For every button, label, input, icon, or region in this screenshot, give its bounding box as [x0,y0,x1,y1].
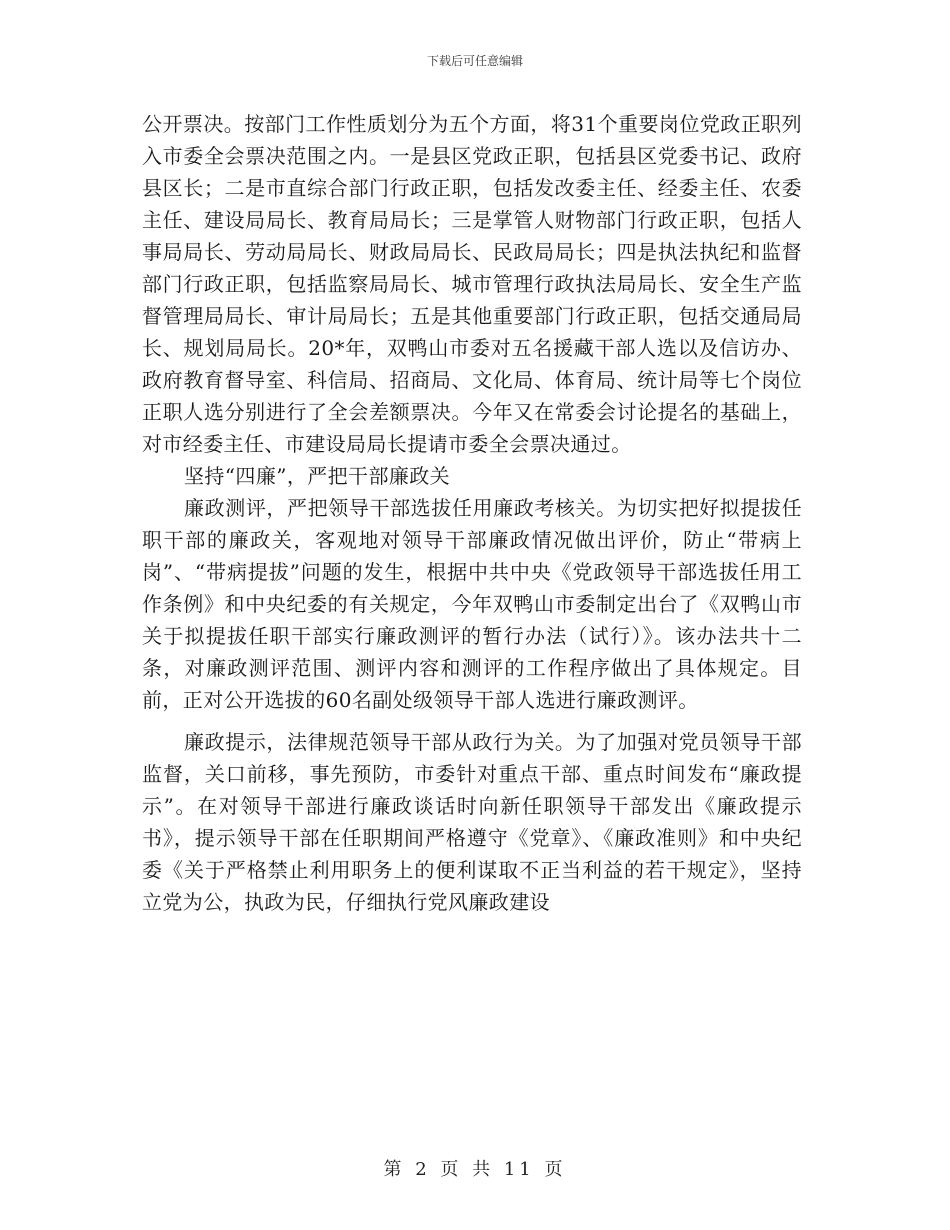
paragraph-public-vote: 公开票决。按部门工作性质划分为五个方面，将31个重要岗位党政正职列入市委全会票决范围之内。一是县区党政正职，包括县区党委书记、政府县区长；二是市直综合部门行政正职，包括发改委主任、经委主任、农委主任、建设局局长、教育局局长；三是掌管人财物部门行政正职，包括人事局局长、劳动局局长、财政局局长、民政局局长；四是执法执纪和监督部门行政正职，包括监察局局长、城市管理行政执法局局长、安全生产监督管理局局长、审计局局长；五是其他重要部门行政正职，包括交通局局长、规划局局长。20*年，双鸭山市委对五名援藏干部人选以及信访办、政府教育督导室、科信局、招商局、文化局、体育局、统计局等七个岗位正职人选分别进行了全会差额票决。今年又在常委会讨论提名的基础上，对市经委主任、市建设局局长提请市委全会票决通过。 [142,112,802,456]
section-heading-four-integrity: 坚持“四廉”，严把干部廉政关 [184,464,451,488]
page-footer: 第 2 页 共 11 页 [383,1159,567,1180]
paragraph-integrity-assessment: 廉政测评，严把领导干部选拔任用廉政考核关。为切实把好拟提拔任职干部的廉政关，客观地对领导干部廉政情况做出评价，防止“带病上岗”、“带病提拔”问题的发生，根据中共中央《党政领导干部选拔任用工作条例》和中央纪委的有关规定，今年双鸭山市委制定出台了《双鸭山市关于拟提拔任职干部实行廉政测评的暂行办法（试行）》。该办法共十二条，对廉政测评范围、测评内容和测评的工作程序做出了具体规定。目前，正对公开选拔的60名副处级领导干部人选进行廉政测评。 [142,496,802,712]
paragraph-integrity-reminder: 廉政提示，法律规范领导干部从政行为关。为了加强对党员领导干部监督，关口前移，事先预防，市委针对重点干部、重点时间发布“廉政提示”。在对领导干部进行廉政谈话时向新任职领导干部发出《廉政提示书》，提示领导干部在任职期间严格遵守《党章》、《廉政准则》和中央纪委《关于严格禁止利用职务上的便利谋取不正当利益的若干规定》，坚持立党为公，执政为民，仔细执行党风廉政建设 [142,730,802,914]
page-header: 下载后可任意编辑 [426,54,523,68]
document-body [142,108,802,918]
